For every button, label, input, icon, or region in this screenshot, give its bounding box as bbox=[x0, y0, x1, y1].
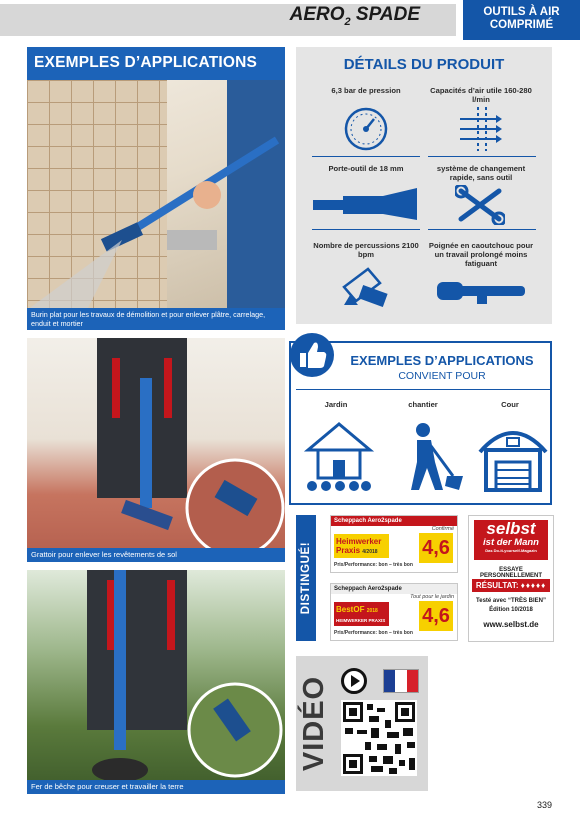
barn-icon bbox=[476, 418, 550, 494]
award-selbst: selbst ist der Mann Das Do-it-yourself-Magazin ESSAYE PERSONNELLEMENT RÉSULTAT: ♦♦♦♦♦ Testé avec “TRÈS BIEN” Édition 10/2018 www.selbst.de bbox=[468, 515, 554, 642]
airflow-icon bbox=[458, 107, 502, 151]
construction-worker-icon bbox=[393, 420, 467, 494]
detail-quickchange-label: système de changement rapide, sans outil bbox=[436, 164, 526, 182]
use-yard-label: Cour bbox=[501, 400, 519, 409]
detail-pressure-label: 6,3 bar de pression bbox=[331, 86, 401, 95]
demolition-photo bbox=[27, 80, 285, 312]
garden-house-icon bbox=[302, 420, 376, 494]
selbst-logo: selbst ist der Mann Das Do-it-yourself-Magazin bbox=[474, 520, 548, 560]
applications-heading: EXEMPLES D’APPLICATIONS bbox=[27, 47, 285, 79]
detail-percussion-label: Nombre de percussions 2100 bpm bbox=[313, 241, 419, 259]
detail-grip-label: Poignée en caoutchouc pour un travail prolongé moins fatiguant bbox=[428, 241, 534, 268]
worker-illustration bbox=[27, 80, 285, 312]
applications-divider bbox=[296, 389, 550, 390]
detail-airflow-label: Capacités d’air utile 160-280 l/min bbox=[430, 86, 532, 104]
applications-title: EXEMPLES D’APPLICATIONS bbox=[350, 353, 534, 368]
spade-illustration bbox=[27, 570, 285, 794]
details-divider bbox=[312, 229, 420, 230]
details-divider bbox=[428, 156, 536, 157]
qr-code[interactable] bbox=[341, 700, 417, 776]
gardening-photo bbox=[27, 570, 285, 794]
award-bestof: Scheppach Aero2spade Tout pour le jardin BestOF 2018 HEIMWERKER PRAXIS 4,6 Prix/Performance: bon – très bon bbox=[330, 583, 458, 641]
caption-spade: Fer de bêche pour creuser et travailler la terre bbox=[27, 780, 285, 794]
detail-toolholder-label: Porte-outil de 18 mm bbox=[328, 164, 404, 173]
play-icon[interactable] bbox=[341, 668, 367, 694]
thumbs-up-icon bbox=[290, 333, 334, 377]
use-garden-label: Jardin bbox=[324, 400, 348, 409]
use-construction-label: chantier bbox=[408, 400, 438, 409]
details-title: DÉTAILS DU PRODUIT bbox=[343, 56, 505, 73]
award2-score: 4,6 bbox=[419, 601, 453, 631]
selbst-result: RÉSULTAT: ♦♦♦♦♦ bbox=[472, 579, 550, 592]
video-label: VIDÉO bbox=[298, 675, 331, 772]
award-heimwerker: Scheppach Aero2spade Confirmé Heimwerker Praxis 4/2018 4,6 Prix/Performance: bon – très bon bbox=[330, 515, 458, 573]
caption-demolition: Burin plat pour les travaux de démolition et pour enlever plâtre, carrelage, enduit et mortier bbox=[27, 308, 285, 330]
bestof-logo: BestOF 2018 HEIMWERKER PRAXIS bbox=[334, 602, 389, 626]
details-divider bbox=[312, 156, 420, 157]
product-title: $AERO_2$ SPADE bbox=[289, 4, 420, 28]
rubber-grip-icon bbox=[437, 278, 525, 304]
caption-scraper: Grattoir pour enlever les revêtements de sol bbox=[27, 548, 285, 562]
page-number: 339 bbox=[536, 800, 552, 810]
applications-subtitle: CONVIENT POUR bbox=[398, 370, 486, 382]
no-tools-icon bbox=[455, 185, 505, 225]
tool-holder-icon bbox=[313, 188, 417, 220]
heimwerker-logo: Heimwerker Praxis 4/2018 bbox=[334, 534, 389, 558]
award1-score: 4,6 bbox=[419, 533, 453, 563]
thumbs-up-badge bbox=[290, 333, 334, 377]
floor-scraping-photo bbox=[27, 338, 285, 562]
french-flag-icon bbox=[383, 669, 419, 693]
scraper-illustration bbox=[27, 338, 285, 562]
category-badge: OUTILS À AIR COMPRIMÉ bbox=[463, 0, 580, 40]
awards-side-label: DISTINGUÉ! bbox=[300, 541, 313, 615]
impact-icon bbox=[340, 265, 392, 307]
pressure-gauge-icon bbox=[344, 107, 388, 151]
details-divider bbox=[428, 229, 536, 230]
